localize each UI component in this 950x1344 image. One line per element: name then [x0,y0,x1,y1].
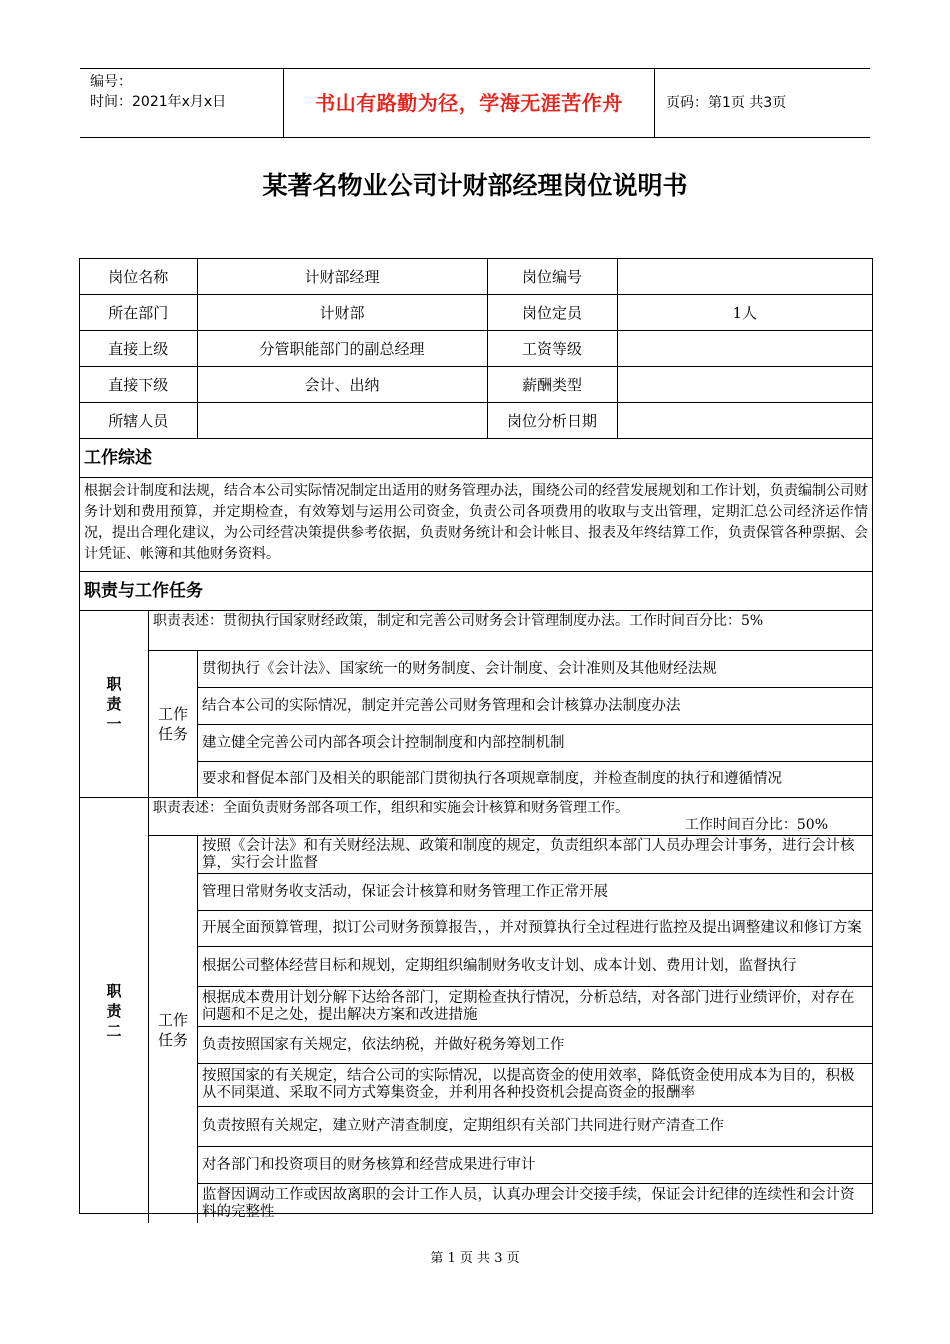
doc-date: 时间：2021年x月x日 [90,94,227,110]
task-item [198,1184,872,1223]
task-label-text: 工作任务 [157,705,188,743]
duty-description-text: 职责表述：贯彻执行国家财经政策，制定和完善公司财务会计管理制度办法。工作时间百分比：5% [153,613,764,629]
field-value: 分管职能部门的副总经理 [197,331,487,367]
summary-text: 根据会计制度和法规，结合本公司实际情况制定出适用的财务管理办法，围绕公司的经营发展规划和工作计划，负责编制公司财务计划和费用预算，并定期检查，有效筹划与运用公司资金，负责公司各项费用的收取与支出管理，定期汇总公司经济运作情况，提出合理化建议，为公司经营决策提供参考依据，负责财务统计和会计帐目、报表及年终结算工作，负责保管各种票据、会计凭证、帐簿和其他财务资料。 [80,478,872,572]
header-page-info: 页码：第1页 共3页 [666,95,787,111]
duty-description-text: 职责表述：全面负责财务部各项工作，组织和实施会计核算和财务管理工作。 [153,800,629,816]
info-row [80,259,872,295]
task-item [198,911,872,947]
header-divider [654,69,655,137]
field-value: 计财部 [197,295,487,331]
header-meta [90,72,275,112]
task-text: 按照《会计法》和有关财经法规、政策和制度的规定，负责组织本部门人员办理会计事务，进行会计核算，实行会计监督 [202,837,855,871]
duty-block [80,611,872,798]
duty-label [80,611,149,797]
field-value [197,403,487,439]
task-text: 开展全面预算管理，拟订公司财务预算报告，，并对预算执行全过程进行监控及提出调整建议和修订方案 [202,920,862,936]
summary-heading: 工作综述 [80,439,872,478]
document-title: 某著名物业公司计财部经理岗位说明书 [262,171,688,200]
task-text: 结合本公司的实际情况，制定并完善公司财务管理和会计核算办法制度办法 [202,697,681,714]
field-label: 薪酬类型 [487,367,617,403]
field-value [617,259,872,295]
field-value [617,403,872,439]
duty-block [80,798,872,1223]
info-row [80,331,872,367]
task-item [198,947,872,987]
duty-description [149,798,872,836]
duties-section [80,611,872,1223]
duty-label [80,798,149,1223]
doc-code: 编号： [90,74,132,90]
info-row [80,403,872,439]
task-item [198,874,872,911]
task-item [198,688,872,725]
field-label: 岗位名称 [80,259,197,295]
field-label: 直接上级 [80,331,197,367]
task-item [198,1027,872,1064]
task-item [198,836,872,874]
task-item [198,651,872,688]
duty-description [149,611,872,651]
info-row [80,295,872,331]
field-value: 会计、出纳 [197,367,487,403]
task-item [198,725,872,762]
task-text: 根据公司整体经营目标和规划，定期组织编制财务收支计划、成本计划、费用计划，监督执行 [202,958,797,974]
task-text: 贯彻执行《会计法》、国家统一的财务制度、会计制度、会计准则及其他财经法规 [202,660,717,677]
field-value: 1人 [617,295,872,331]
task-item [198,1107,872,1147]
task-text: 建立健全完善公司内部各项会计控制制度和内部控制机制 [202,734,565,751]
info-row [80,367,872,403]
duty-label-text: 职责二 [106,981,122,1040]
task-item [198,987,872,1027]
duty-time-percent: 工作时间百分比：50% [684,817,828,833]
duties-heading: 职责与工作任务 [80,572,872,611]
basic-info-table [80,259,872,439]
field-value [617,331,872,367]
task-list [198,836,872,1223]
page-header [80,68,870,138]
task-list [198,651,872,797]
duty-label-text: 职责一 [106,675,122,733]
field-label: 岗位定员 [487,295,617,331]
field-label: 直接下级 [80,367,197,403]
task-text: 管理日常财务收支活动，保证会计核算和财务管理工作正常开展 [202,883,608,900]
field-value: 计财部经理 [197,259,487,295]
task-label-text: 工作任务 [157,1010,188,1049]
field-label: 所辖人员 [80,403,197,439]
task-text: 负责按照国家有关规定，依法纳税，并做好税务筹划工作 [202,1036,565,1053]
task-text: 负责按照有关规定，建立财产清查制度，定期组织有关部门共同进行财产清查工作 [202,1118,724,1134]
task-label [149,836,198,1223]
field-label: 岗位编号 [487,259,617,295]
task-item [198,762,872,797]
field-label: 工资等级 [487,331,617,367]
header-motto: 书山有路勤为径，学海无涯苦作舟 [315,91,623,115]
page-footer: 第 1 页 共 3 页 [430,1251,520,1266]
job-description-form [79,258,873,1220]
task-text: 按照国家的有关规定，结合公司的实际情况，以提高资金的使用效率，降低资金使用成本为目的，积极从不同渠道、采取不同方式筹集资金，并利用各种投资机会提高资金的报酬率 [202,1068,855,1101]
task-text: 要求和督促本部门及相关的职能部门贯彻执行各项规章制度，并检查制度的执行和遵循情况 [202,771,782,787]
task-item [198,1064,872,1107]
task-text: 对各部门和投资项目的财务核算和经营成果进行审计 [202,1156,536,1173]
task-item [198,1147,872,1184]
task-text: 根据成本费用计划分解下达给各部门，定期检查执行情况，分析总结，对各部门进行业绩评价，对存在问题和不足之处，提出解决方案和改进措施 [202,989,855,1023]
field-label: 岗位分析日期 [487,403,617,439]
task-label [149,651,198,797]
task-text: 监督因调动工作或因故离职的会计工作人员，认真办理会计交接手续，保证会计纪律的连续性和会计资料的完整性 [202,1186,855,1220]
field-value [617,367,872,403]
field-label: 所在部门 [80,295,197,331]
